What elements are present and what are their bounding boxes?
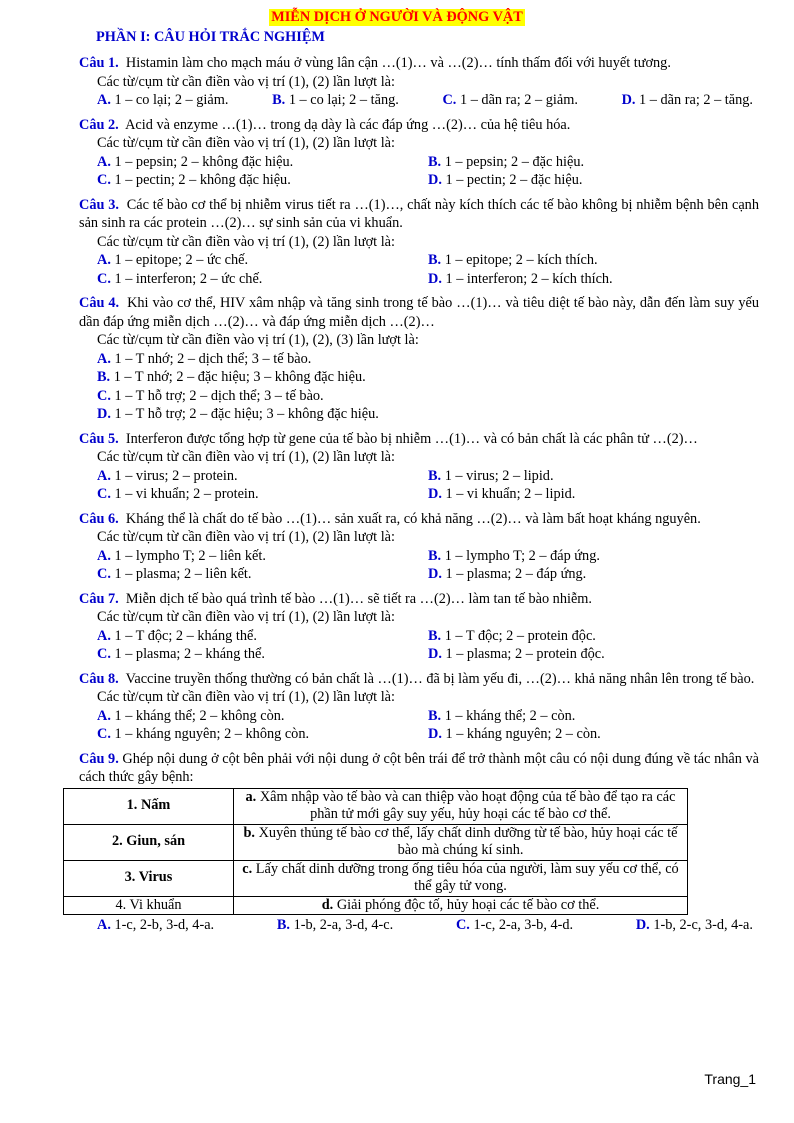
table-row [64,860,688,896]
question-3 [79,196,759,289]
section-heading: PHẦN I: CÂU HỎI TRẮC NGHIỆM [96,29,325,45]
option-text: 1 – T hỗ trợ; 2 – dịch thể; 3 – tế bào. [114,387,324,404]
option-row [97,645,759,664]
answer-options [79,916,759,935]
match-key: b. [243,824,256,841]
option-row [97,547,759,566]
right-column-cell [234,824,688,860]
option-key: B. [428,707,442,724]
document-title: MIỄN DỊCH Ở NGƯỜI VÀ ĐỘNG VẬT [271,9,523,25]
question-stem [79,590,759,609]
left-column-cell: 3. Virus [64,860,234,896]
option-row [97,270,759,289]
question-instruction: Các từ/cụm từ cần điền vào vị trí (1), (2) lần lượt là: [97,449,395,465]
match-text: Giải phóng độc tố, hủy hoại các tế bào cơ thể. [336,896,600,913]
answer-options [79,251,759,288]
option-text: 1 – T nhớ; 2 – dịch thể; 3 – tế bào. [114,350,312,367]
matching-table [63,788,688,916]
option-text: 1 – dãn ra; 2 – tăng. [639,92,753,108]
option-text: 1 – dãn ra; 2 – giảm. [459,92,578,108]
option-row [97,565,759,584]
option-key: D. [621,92,636,108]
option-row [97,627,759,646]
option-key: C. [97,270,111,287]
option-key: B. [97,369,111,385]
question-label: Câu 6. [79,510,119,527]
match-text: Xuyên thủng tế bào cơ thể, lấy chất dinh dưỡng từ tế bào, hủy hoại các tế bào mà chúng kí sinh. [258,824,678,858]
option-key: D. [428,172,442,188]
option-row [97,467,759,486]
question-stem [79,294,759,331]
answer-option-c[interactable] [442,91,577,110]
question-stem [79,196,759,233]
right-column-cell [234,896,688,915]
answer-option-b[interactable] [272,91,399,110]
option-key: C. [97,726,111,742]
question-instruction: Các từ/cụm từ cần điền vào vị trí (1), (2) lần lượt là: [97,689,395,705]
option-text: 1-b, 2-c, 3-d, 4-a. [653,917,753,933]
question-instruction: Các từ/cụm từ cần điền vào vị trí (1), (2) lần lượt là: [97,135,395,151]
left-column-cell: 1. Nấm [64,788,234,824]
option-key: B. [428,252,442,268]
option-text: 1 – co lại; 2 – giảm. [114,92,229,108]
option-key: C. [97,486,111,502]
option-row [97,725,759,744]
answer-option-a[interactable] [97,916,214,935]
answer-option-b[interactable] [428,467,759,486]
question-stem [79,430,759,449]
question-stem [79,116,759,135]
option-text: 1 – T độc; 2 – protein độc. [444,627,596,644]
question-text: Các tế bào cơ thể bị nhiễm virus tiết ra …(1)…, chất này kích thích các tế bào không bị nhiễm bệnh bên cạnh sản sinh ra các protein …(2)… sự sinh sản của vi khuẩn. [79,196,759,231]
question-8 [79,670,759,744]
answer-option-c[interactable] [97,171,428,190]
option-key: C. [455,917,470,933]
option-key: A. [97,252,111,268]
answer-options [79,547,759,584]
question-label: Câu 9. [79,750,119,767]
option-key: A. [97,92,111,108]
question-label: Câu 8. [79,670,119,687]
match-text: Xâm nhập vào tế bào và can thiệp vào hoạt động của tế bào để tạo ra các phần tử mới gây suy yếu, hủy hoại các tế bào cơ thể. [259,788,676,822]
left-column-cell: 2. Giun, sán [64,824,234,860]
answer-option-a[interactable] [97,547,428,566]
question-label: Câu 1. [79,55,119,71]
option-text: 1 – T nhớ; 2 – đặc hiệu; 3 – không đặc hiệu. [113,369,366,385]
option-row [97,707,759,726]
option-text: 1-c, 2-b, 3-d, 4-a. [114,917,215,933]
option-text: 1 – epitope; 2 – ức chế. [114,252,249,268]
answer-option-b[interactable] [428,707,759,726]
option-text: 1 – T độc; 2 – kháng thể. [114,627,257,644]
answer-option-b[interactable] [428,153,759,172]
option-key: B. [276,917,290,933]
answer-option-a[interactable] [97,350,759,369]
option-text: 1 – kháng thể; 2 – còn. [444,707,576,724]
option-text: 1 – lympho T; 2 – đáp ứng. [444,547,600,564]
answer-option-b[interactable] [428,547,759,566]
question-label: Câu 5. [79,430,119,447]
answer-options [79,467,759,504]
question-7 [79,590,759,664]
question-text: Miễn dịch tế bào quá trình tế bào …(1)… sẽ tiết ra …(2)… làm tan tế bào nhiễm. [125,590,592,607]
option-text: 1 – lympho T; 2 – liên kết. [114,547,266,564]
option-text: 1 – kháng nguyên; 2 – còn. [445,726,601,742]
question-9 [79,750,759,935]
option-text: 1 – co lại; 2 – tăng. [288,92,399,108]
answer-option-a[interactable] [97,91,228,110]
question-instruction: Các từ/cụm từ cần điền vào vị trí (1), (2) lần lượt là: [97,529,395,545]
page-number: Trang_1 [704,1071,756,1087]
answer-option-d[interactable] [428,565,759,584]
answer-option-b[interactable] [277,916,393,935]
table-row [64,896,688,915]
option-key: D. [428,566,442,582]
option-key: B. [428,627,442,644]
option-key: C. [97,387,111,404]
answer-option-c[interactable] [97,565,428,584]
question-text: Histamin làm cho mạch máu ở vùng lân cận …(1)… và …(2)… tính thấm đối với huyết tương. [125,55,671,71]
option-text: 1-c, 2-a, 3-b, 4-d. [473,917,574,933]
question-2 [79,116,759,190]
question-stem [79,750,759,787]
option-key: D. [428,726,442,742]
option-text: 1 – epitope; 2 – kích thích. [444,252,598,268]
option-text: 1 – vi khuẩn; 2 – protein. [114,486,259,502]
option-text: 1 – interferon; 2 – ức chế. [114,270,263,287]
answer-options [79,91,759,110]
option-key: D. [428,646,442,662]
answer-option-c[interactable] [97,645,428,664]
answer-option-d[interactable] [636,916,753,935]
question-instruction: Các từ/cụm từ cần điền vào vị trí (1), (2) lần lượt là: [97,609,395,625]
answer-option-d[interactable] [428,645,759,664]
answer-option-a[interactable] [97,627,428,646]
question-6 [79,510,759,584]
option-text: 1 – pepsin; 2 – đặc hiệu. [444,153,585,170]
option-text: 1 – interferon; 2 – kích thích. [445,270,613,287]
question-text: Interferon được tổng hợp từ gene của tế bào bị nhiễm …(1)… và có bản chất là các phân tử …(2)… [125,430,698,447]
option-text: 1 – pectin; 2 – không đặc hiệu. [114,172,291,188]
option-key: A. [97,467,111,484]
option-key: D. [428,270,442,287]
option-text: 1 – kháng nguyên; 2 – không còn. [114,726,310,742]
question-list [79,54,759,941]
answer-options [79,627,759,664]
answer-option-a[interactable] [97,153,428,172]
option-row [97,171,759,190]
question-label: Câu 7. [79,590,119,607]
answer-option-d[interactable] [428,270,759,289]
question-text: Vaccine truyền thống thường có bản chất là …(1)… đã bị làm yếu đi, …(2)… khả năng nhân lên trong tế bào. [125,670,755,687]
answer-options [79,153,759,190]
option-text: 1 – pectin; 2 – đặc hiệu. [445,172,583,188]
answer-option-b[interactable] [428,251,759,270]
option-text: 1 – plasma; 2 – liên kết. [114,566,252,582]
question-4 [79,294,759,424]
answer-option-d[interactable] [97,405,759,424]
question-instruction: Các từ/cụm từ cần điền vào vị trí (1), (2) lần lượt là: [97,73,395,90]
option-key: A. [97,350,111,367]
answer-option-a[interactable] [97,467,428,486]
answer-option-d[interactable] [428,171,759,190]
option-text: 1 – kháng thể; 2 – không còn. [114,707,285,724]
option-text: 1-b, 2-a, 3-d, 4-c. [293,917,394,933]
answer-option-d[interactable] [622,91,753,110]
option-key: A. [97,917,111,933]
question-text: Kháng thể là chất do tế bào …(1)… sản xuất ra, có khả năng …(2)… và làm bất hoạt kháng nguyên. [125,510,701,527]
option-key: B. [428,547,442,564]
option-text: 1 – virus; 2 – protein. [114,467,238,484]
match-key: d. [321,896,334,913]
option-key: D. [635,917,650,933]
table-row [64,824,688,860]
question-label: Câu 2. [79,116,119,133]
option-text: 1 – plasma; 2 – kháng thể. [114,646,265,662]
left-column-cell: 4. Vi khuẩn [64,896,234,915]
option-text: 1 – plasma; 2 – đáp ứng. [445,566,587,582]
option-key: A. [97,627,111,644]
option-row [97,251,759,270]
option-key: B. [428,153,442,170]
option-text: 1 – T hỗ trợ; 2 – đặc hiệu; 3 – không đặc hiệu. [114,406,379,422]
option-text: 1 – vi khuẩn; 2 – lipid. [445,486,576,502]
answer-option-b[interactable] [428,627,759,646]
right-column-cell [234,860,688,896]
answer-option-c[interactable] [97,725,428,744]
question-instruction: Các từ/cụm từ cần điền vào vị trí (1), (2) lần lượt là: [97,233,395,250]
question-stem [79,54,759,73]
option-row [97,153,759,172]
answer-option-a[interactable] [97,251,428,270]
question-5 [79,430,759,504]
option-key: B. [272,92,286,108]
title-wrap [0,9,794,26]
question-instruction: Các từ/cụm từ cần điền vào vị trí (1), (2), (3) lần lượt là: [97,332,419,348]
match-key: a. [245,788,257,805]
match-text: Lấy chất dinh dưỡng trong ống tiêu hóa của người, làm suy yếu cơ thể, có thể gây tử vong. [255,860,679,894]
option-key: A. [97,153,111,170]
answer-options [79,350,759,424]
table-row [64,788,688,824]
option-key: C. [97,172,111,188]
question-text: Acid và enzyme …(1)… trong dạ dày là các đáp ứng …(2)… của hệ tiêu hóa. [125,116,571,133]
answer-option-c[interactable] [97,270,428,289]
answer-option-c[interactable] [97,485,428,504]
option-key: C. [97,646,111,662]
question-1 [79,54,759,110]
question-text: Ghép nội dung ở cột bên phải với nội dung ở cột bên trái để trở thành một câu có nội dung đúng về tác nhân và cách thức gây bệnh: [79,750,759,785]
option-key: C. [442,92,457,108]
option-key: A. [97,547,111,564]
option-key: D. [97,406,111,422]
option-key: A. [97,707,111,724]
question-label: Câu 4. [79,295,120,311]
question-stem [79,670,759,689]
answer-option-d[interactable] [428,725,759,744]
answer-options [79,707,759,744]
right-column-cell [234,788,688,824]
answer-option-b[interactable] [97,368,759,387]
question-stem [79,510,759,529]
option-key: B. [428,467,442,484]
option-key: C. [97,566,111,582]
question-text: Khi vào cơ thể, HIV xâm nhập và tăng sinh trong tế bào …(1)… và tiêu diệt tế bào này, dẫn đến làm suy yếu dần đáp ứng miễn dịch …(2)… và đáp ứng miễn dịch …(2)… [79,295,759,330]
option-key: D. [428,486,442,502]
question-label: Câu 3. [79,196,119,213]
answer-option-d[interactable] [428,485,759,504]
option-row [97,485,759,504]
match-key: c. [242,860,253,877]
answer-option-c[interactable] [456,916,573,935]
answer-option-c[interactable] [97,387,759,406]
option-text: 1 – pepsin; 2 – không đặc hiệu. [114,153,294,170]
answer-option-a[interactable] [97,707,428,726]
option-text: 1 – virus; 2 – lipid. [444,467,554,484]
option-text: 1 – plasma; 2 – protein độc. [445,646,605,662]
